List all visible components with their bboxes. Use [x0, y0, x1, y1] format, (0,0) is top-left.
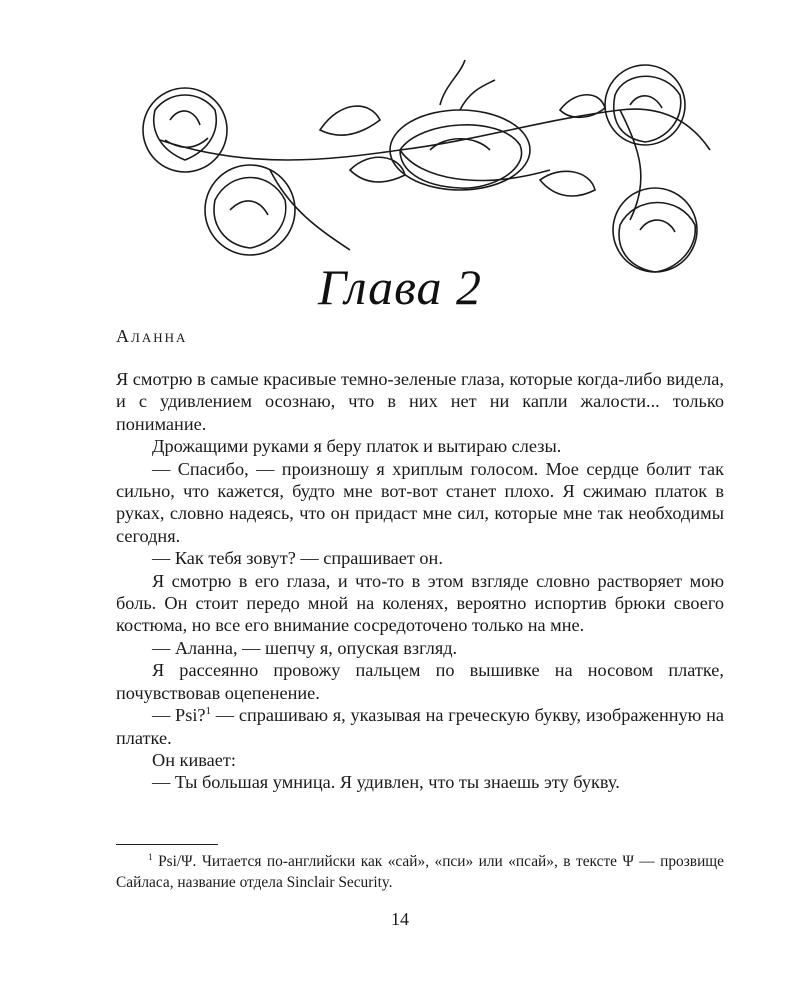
- paragraph: Я смотрю в его глаза, и что-то в этом взгляде словно растворяет мою боль. Он стоит передо мной на коленях, вероятно испортив брюки своего костюма, но все его внимание сосредоточено только на мне.: [116, 570, 724, 636]
- floral-ornament: [100, 50, 720, 280]
- paragraph: — Как тебя зовут? — спрашивает он.: [152, 548, 443, 569]
- footnote-text: Psi/Ψ. Читается по-английски как «сай», «пси» или «псай», в тексте Ψ — прозвище Сайласа, название отдела Sinclair Security.: [116, 853, 724, 891]
- paragraph: Я смотрю в самые красивые темно-зеленые глаза, которые когда-либо видела, и с удивлением осознаю, что в них нет ни капли жалости... только понимание.: [116, 369, 724, 434]
- flower-right-top: [605, 65, 685, 145]
- paragraph: [116, 704, 724, 749]
- footnote-marker: 1: [148, 851, 153, 862]
- footnote-divider: [116, 844, 218, 845]
- chapter-body: [116, 368, 724, 794]
- footnote: [116, 851, 724, 893]
- page-number: 14: [391, 909, 409, 929]
- paragraph: — Ты большая умница. Я удивлен, что ты знаешь эту букву.: [152, 772, 620, 793]
- paragraph-text: — Psi?: [152, 705, 206, 726]
- paragraph: — Аланна, — шепчу я, опуская взгляд.: [152, 637, 458, 658]
- chapter-pov-heading: Аланна: [116, 326, 188, 346]
- paragraph: — Спасибо, — произношу я хриплым голосом. Мое сердце болит так сильно, что кажется, будто мне вот-вот станет плохо. Я сжимаю платок в руках, словно надеясь, что он придаст мне сил, которые мне так необходимы сегодня.: [116, 458, 724, 546]
- flower-left: [143, 88, 227, 172]
- paragraph: Он кивает:: [152, 749, 236, 770]
- flower-center-left: [205, 165, 295, 255]
- paragraph: Я рассеянно провожу пальцем по вышивке на носовом платке, почувствовав оцепенение.: [116, 660, 724, 703]
- chapter-title: Глава 2: [317, 259, 483, 315]
- paragraph-text: — спрашиваю я, указывая на греческую букву, изображенную на платке.: [116, 705, 724, 748]
- footnote-ref: 1: [205, 705, 212, 717]
- paragraph: Дрожащими руками я беру платок и вытираю слезы.: [152, 436, 562, 457]
- flower-center: [390, 60, 530, 190]
